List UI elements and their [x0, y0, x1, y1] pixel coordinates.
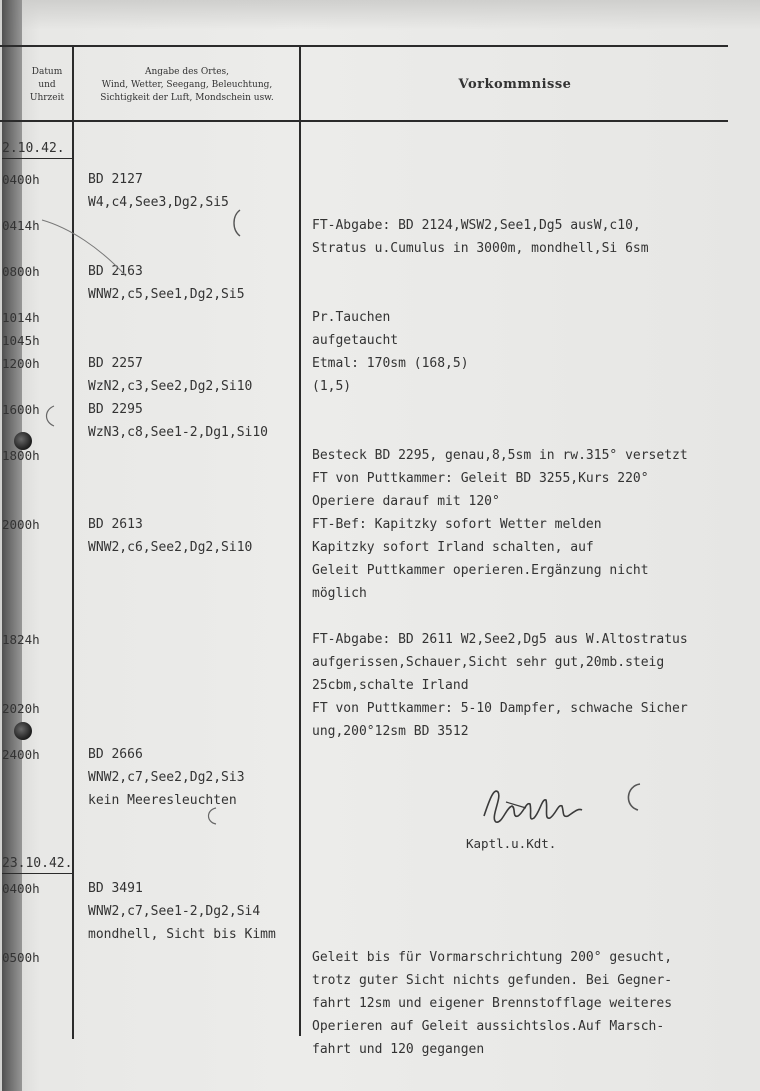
place-line: WNW2,c7,See2,Dg2,Si3 [88, 770, 245, 785]
pencil-mark-1 [228, 208, 248, 238]
event-line: fahrt und 120 gegangen [312, 1042, 485, 1057]
header-ort-line-2: Wind, Wetter, Seegang, Beleuchtung, [101, 80, 273, 90]
event-line: ung,200°12sm BD 3512 [312, 724, 469, 739]
entry-time: 0414h [2, 218, 40, 233]
entry-time: 0400h [2, 172, 40, 187]
event-line: Besteck BD 2295, genau,8,5sm in rw.315° versetzt [312, 448, 688, 463]
place-line: WzN2,c3,See2,Dg2,Si10 [88, 379, 253, 394]
place-line: BD 2257 [88, 356, 143, 371]
event-line: Kapitzky sofort Irland schalten, auf [312, 540, 594, 555]
date-underline [2, 158, 72, 159]
entry-time: 2400h [2, 747, 40, 762]
entry-time: 1600h [2, 402, 40, 417]
entry-time: 1045h [2, 333, 40, 348]
entry-time: 0800h [2, 264, 40, 279]
header-datum-line-1: Datum [31, 67, 63, 77]
binding-strip [2, 0, 22, 1091]
event-line: (1,5) [312, 379, 352, 394]
event-line: Geleit bis für Vormarschrichtung 200° gesucht, [312, 950, 673, 965]
place-line: BD 2163 [88, 264, 143, 279]
event-line: Operiere darauf mit 120° [312, 494, 500, 509]
pencil-arrow [40, 218, 130, 278]
header-ort-line-1: Angabe des Ortes, [144, 67, 230, 77]
place-line: BD 3491 [88, 881, 143, 896]
place-line: BD 2127 [88, 172, 143, 187]
event-line: Geleit Puttkammer operieren.Ergänzung nicht [312, 563, 649, 578]
pencil-mark-2 [620, 780, 650, 816]
entry-time: 1824h [2, 632, 40, 647]
header-ort-line-3: Sichtigkeit der Luft, Mondschein usw. [100, 93, 274, 103]
entry-time: 0500h [2, 950, 40, 965]
event-line: FT-Abgabe: BD 2124,WSW2,See1,Dg5 ausW,c10, [312, 218, 641, 233]
column-divider-1 [72, 46, 74, 1039]
event-line: 25cbm,schalte Irland [312, 678, 469, 693]
place-line: WNW2,c6,See2,Dg2,Si10 [88, 540, 253, 555]
event-line: fahrt 12sm und eigener Brennstofflage weiteres [312, 996, 673, 1011]
header-datum [22, 66, 72, 105]
pencil-mark-3 [40, 404, 60, 428]
entry-time: 2000h [2, 517, 40, 532]
header-ort [76, 66, 298, 105]
entry-time: 1200h [2, 356, 40, 371]
entry-time: 2020h [2, 701, 40, 716]
place-line: BD 2613 [88, 517, 143, 532]
punch-hole-lower [14, 722, 32, 740]
table-top-rule [0, 45, 728, 47]
entry-time: 0400h [2, 881, 40, 896]
page-top-shadow [0, 0, 760, 30]
event-line: möglich [312, 586, 367, 601]
signature-scribble [476, 778, 596, 838]
event-line: FT-Bef: Kapitzky sofort Wetter melden [312, 517, 602, 532]
date-marker: 2.10.42. [2, 141, 65, 156]
pencil-mark-4 [204, 806, 220, 826]
event-line: Etmal: 170sm (168,5) [312, 356, 469, 371]
header-bottom-rule [0, 120, 728, 122]
place-line: kein Meeresleuchten [88, 793, 237, 808]
place-line: BD 2295 [88, 402, 143, 417]
header-datum-line-2: und [38, 80, 56, 90]
entry-time: 1800h [2, 448, 40, 463]
event-line: aufgerissen,Schauer,Sicht sehr gut,20mb.steig [312, 655, 665, 670]
header-vorkommnisse: Vorkommnisse [458, 77, 572, 92]
column-divider-2 [299, 46, 301, 1036]
date-underline [2, 873, 72, 874]
place-line: W4,c4,See3,Dg2,Si5 [88, 195, 229, 210]
event-line: FT von Puttkammer: 5-10 Dampfer, schwache Sicher [312, 701, 688, 716]
place-line: WzN3,c8,See1-2,Dg1,Si10 [88, 425, 269, 440]
place-line: mondhell, Sicht bis Kimm [88, 927, 276, 942]
date-marker: 23.10.42. [2, 856, 73, 871]
event-line: Operieren auf Geleit aussichtslos.Auf Marsch- [312, 1019, 665, 1034]
event-line: FT-Abgabe: BD 2611 W2,See2,Dg5 aus W.Altostratus [312, 632, 688, 647]
event-line: Pr.Tauchen [312, 310, 391, 325]
event-line: trotz guter Sicht nichts gefunden. Bei Gegner- [312, 973, 673, 988]
place-line: WNW2,c7,See1-2,Dg2,Si4 [88, 904, 261, 919]
event-line: FT von Puttkammer: Geleit BD 3255,Kurs 220° [312, 471, 649, 486]
place-line: WNW2,c5,See1,Dg2,Si5 [88, 287, 245, 302]
signature-rank: Kaptl.u.Kdt. [466, 836, 557, 851]
place-line: BD 2666 [88, 747, 143, 762]
header-datum-line-3: Uhrzeit [29, 93, 65, 103]
event-line: Stratus u.Cumulus in 3000m, mondhell,Si 6sm [312, 241, 649, 256]
event-line: aufgetaucht [312, 333, 399, 348]
entry-time: 1014h [2, 310, 40, 325]
